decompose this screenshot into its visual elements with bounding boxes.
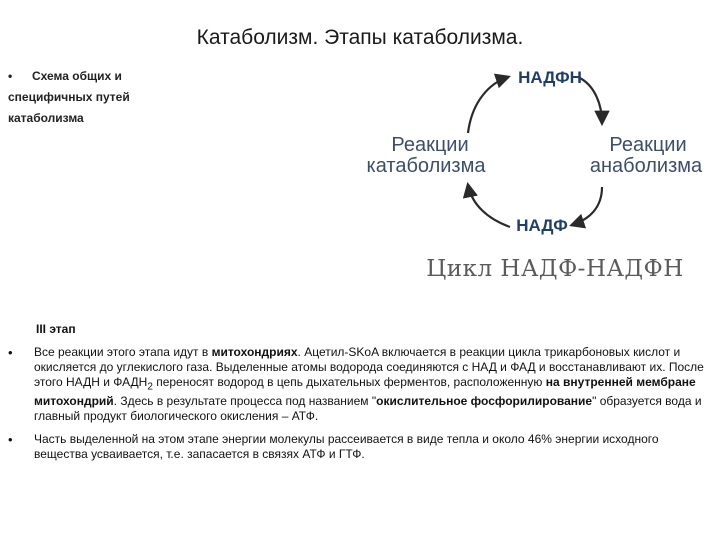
text-run: . Ацетил-SKoA включается в реакции цикла трикарбоновых кислот и окисляется до углекислого газа. Выделенные атомы водорода соединяются с НАД и ФАД и восстанавливают их. После этого НАДН и ФАДН [34, 345, 704, 389]
subscript: 2 [147, 381, 153, 393]
stage-title: III этап [36, 322, 76, 336]
bullet-item [8, 345, 708, 424]
bullet: • [8, 345, 13, 360]
bullet-item [8, 432, 708, 462]
text-run: Все реакции этого этапа идут в [34, 345, 212, 359]
text-bold: митохондриях [211, 345, 298, 359]
label-anabolism-1: Реакции [609, 134, 687, 156]
text-bold: на внутренней мембране митохондрий [34, 375, 696, 409]
arc-catabolism-up [468, 77, 508, 133]
arc-nadp-to-catabolism [468, 185, 510, 227]
label-nadp: НАДФ [516, 216, 568, 235]
text-bold: окислительное фосфорилирование [376, 394, 593, 409]
paragraph-2: Часть выделенной на этом этапе энергии молекулы рассеивается в виде тепла и около 46% энергии исходного вещества усваивается, т.е. запасается в связях АТФ и ГТФ. [34, 432, 659, 462]
text-run: переносят водород в цепь дыхательных ферментов, расположенную [152, 375, 546, 389]
paragraph-1 [34, 345, 708, 424]
bullet: • [8, 432, 13, 448]
bullet: • [8, 69, 13, 83]
cycle-caption: Цикл НАДФ-НАДФН [426, 256, 684, 282]
label-anabolism-2: анаболизма [589, 155, 703, 177]
label-nadph: НАДФН [518, 68, 582, 87]
arc-anabolism-to-nadp [572, 187, 602, 225]
text-run: . Здесь в результате процесса под названием " [113, 394, 377, 409]
stage-bullets [8, 345, 708, 470]
scheme-note-text: Схема общих и специфичных путей катаболизма [8, 69, 130, 125]
label-catabolism-2: катаболизма [366, 155, 486, 177]
slide-title: Катаболизм. Этапы катаболизма. [196, 26, 524, 49]
label-catabolism-1: Реакции [391, 134, 469, 156]
text-run: " образуется вода и главный продукт биологического окисления – АТФ. [34, 394, 702, 424]
scheme-note [8, 66, 168, 129]
